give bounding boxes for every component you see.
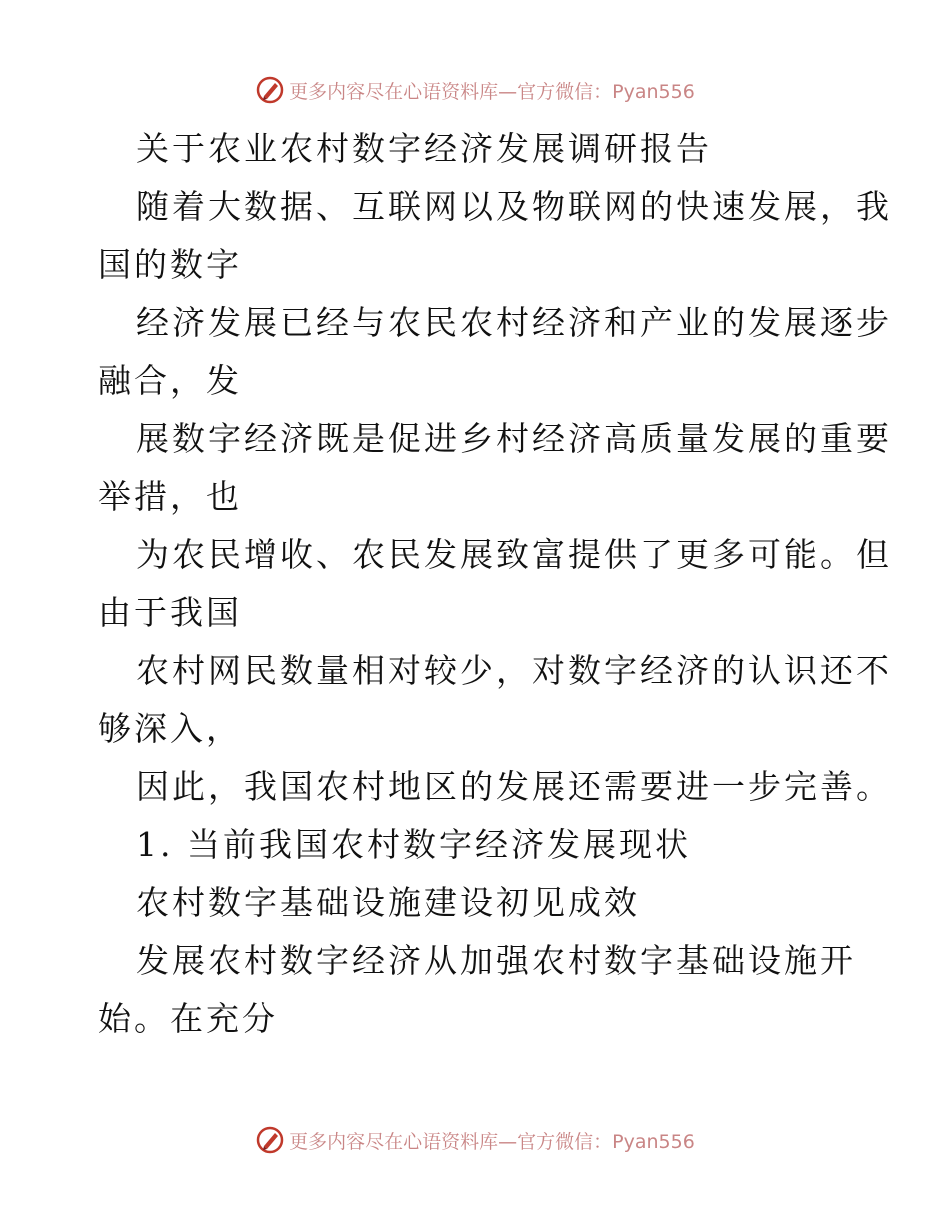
text-line: 经济发展已经与农民农村经济和产业的发展逐步 — [136, 303, 892, 342]
text-line: 始。在充分 — [98, 999, 278, 1038]
document-body — [98, 120, 892, 1048]
text-line: 由于我国 — [98, 593, 242, 632]
footer-watermark — [0, 1122, 950, 1158]
text-line: 关于农业农村数字经济发展调研报告 — [136, 129, 712, 168]
subsection-heading: 农村数字基础设施建设初见成效 — [136, 883, 640, 922]
text-line: 随着大数据、互联网以及物联网的快速发展，我 — [136, 187, 892, 226]
text-line: 为农民增收、农民发展致富提供了更多可能。但 — [136, 535, 892, 574]
text-line: 够深入， — [98, 709, 242, 748]
watermark-text: 更多内容尽在心语资料库—官方微信：Pyan556 — [289, 80, 695, 103]
section-heading: 1. 当前我国农村数字经济发展现状 — [136, 825, 691, 864]
text-line: 展数字经济既是促进乡村经济高质量发展的重要 — [136, 419, 892, 458]
pen-circle-logo-icon — [255, 1125, 285, 1155]
text-line: 因此，我国农村地区的发展还需要进一步完善。 — [136, 767, 892, 806]
watermark-text: 更多内容尽在心语资料库—官方微信：Pyan556 — [289, 1130, 695, 1153]
header-watermark — [0, 72, 950, 108]
text-line: 发展农村数字经济从加强农村数字基础设施开 — [136, 941, 856, 980]
text-line: 举措，也 — [98, 477, 242, 516]
text-line: 农村网民数量相对较少，对数字经济的认识还不 — [136, 651, 892, 690]
text-line: 融合，发 — [98, 361, 242, 400]
text-line: 国的数字 — [98, 245, 242, 284]
pen-circle-logo-icon — [255, 75, 285, 105]
